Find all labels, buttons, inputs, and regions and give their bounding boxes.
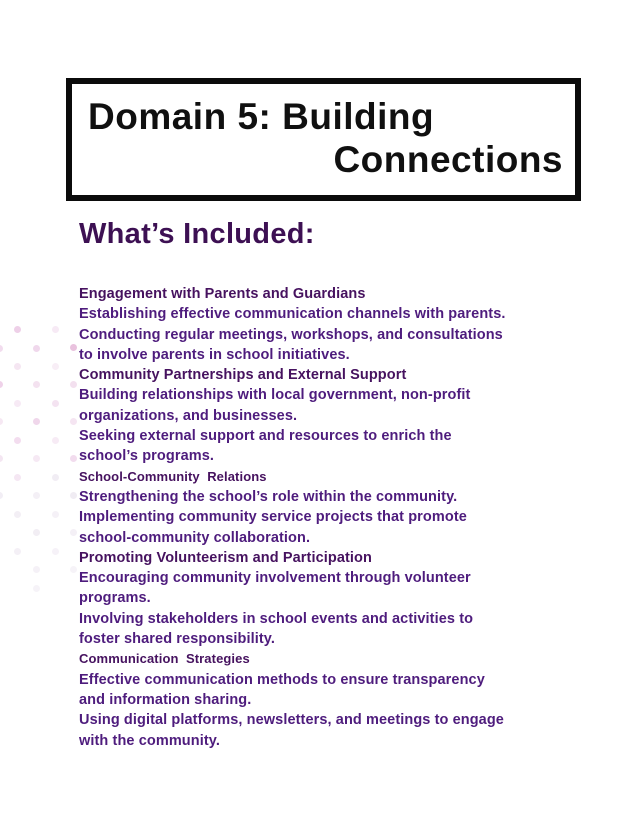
content-section-header: Promoting Volunteerism and Participation (79, 549, 372, 566)
content-line: Encouraging community involvement through volunteer (79, 570, 471, 587)
content-line: Conducting regular meetings, workshops, and consultations (79, 326, 503, 343)
content-line: organizations, and businesses. (79, 407, 298, 424)
content-line: Strengthening the school’s role within the community. (79, 488, 458, 505)
decor-dot (0, 492, 3, 499)
decor-dot (33, 381, 40, 388)
content-section-header: Communication Strategies (79, 651, 250, 667)
content-line: programs. (79, 590, 151, 607)
content-section-header: Engagement with Parents and Guardians (79, 286, 366, 302)
decor-dot (70, 381, 77, 388)
decor-dot (14, 363, 21, 370)
content-line: school’s programs. (79, 448, 215, 465)
content-line: foster shared responsibility. (79, 631, 276, 648)
content-line: with the community. (79, 732, 220, 749)
content-line: Seeking external support and resources to enrich the (79, 428, 452, 445)
decor-dot (14, 511, 21, 518)
content-list (79, 284, 579, 751)
decor-dot (14, 474, 21, 481)
decor-dot (33, 455, 40, 462)
decor-dot (33, 566, 40, 573)
decor-dot (33, 418, 40, 425)
decor-dot (70, 344, 77, 351)
content-line: Building relationships with local government, non-profit (79, 387, 471, 404)
decor-dot (52, 511, 59, 518)
content-line: and information sharing. (79, 691, 252, 708)
section-heading: What’s Included: (79, 218, 315, 250)
page-title-line-2: Connections (333, 139, 563, 180)
decor-dot (70, 418, 77, 425)
decor-dot (70, 566, 77, 573)
page-title-line-1: Domain 5: Building (88, 96, 435, 137)
decor-dot (33, 492, 40, 499)
content-line: to involve parents in school initiatives. (79, 346, 350, 363)
decor-dot (0, 345, 3, 352)
decor-dot (14, 326, 21, 333)
title-box (66, 78, 581, 201)
decor-dot (52, 437, 59, 444)
decor-dot (0, 455, 3, 462)
content-line: Using digital platforms, newsletters, and meetings to engage (79, 712, 504, 729)
decor-dot (33, 585, 40, 592)
decor-dot (52, 326, 59, 333)
decor-dot (70, 492, 77, 499)
content-section-header: Community Partnerships and External Support (79, 367, 407, 384)
decor-dot (70, 529, 77, 536)
decor-dot (33, 345, 40, 352)
decor-dot (70, 455, 77, 462)
decor-dot (14, 548, 21, 555)
content-line: Effective communication methods to ensure transparency (79, 671, 485, 688)
content-line: Establishing effective communication channels with parents. (79, 306, 506, 323)
decor-dot (52, 474, 59, 481)
decor-dot (14, 400, 21, 407)
content-section-header: School-Community Relations (79, 468, 267, 484)
content-line: school-community collaboration. (79, 529, 311, 546)
content-line: Implementing community service projects that promote (79, 509, 467, 526)
content-line: Involving stakeholders in school events and activities to (79, 610, 474, 627)
decor-dot (0, 381, 3, 388)
decor-dot (33, 529, 40, 536)
decor-dot (14, 437, 21, 444)
decor-dot (52, 400, 59, 407)
decor-dot (52, 548, 59, 555)
decor-dot (0, 418, 3, 425)
decor-dot (52, 363, 59, 370)
